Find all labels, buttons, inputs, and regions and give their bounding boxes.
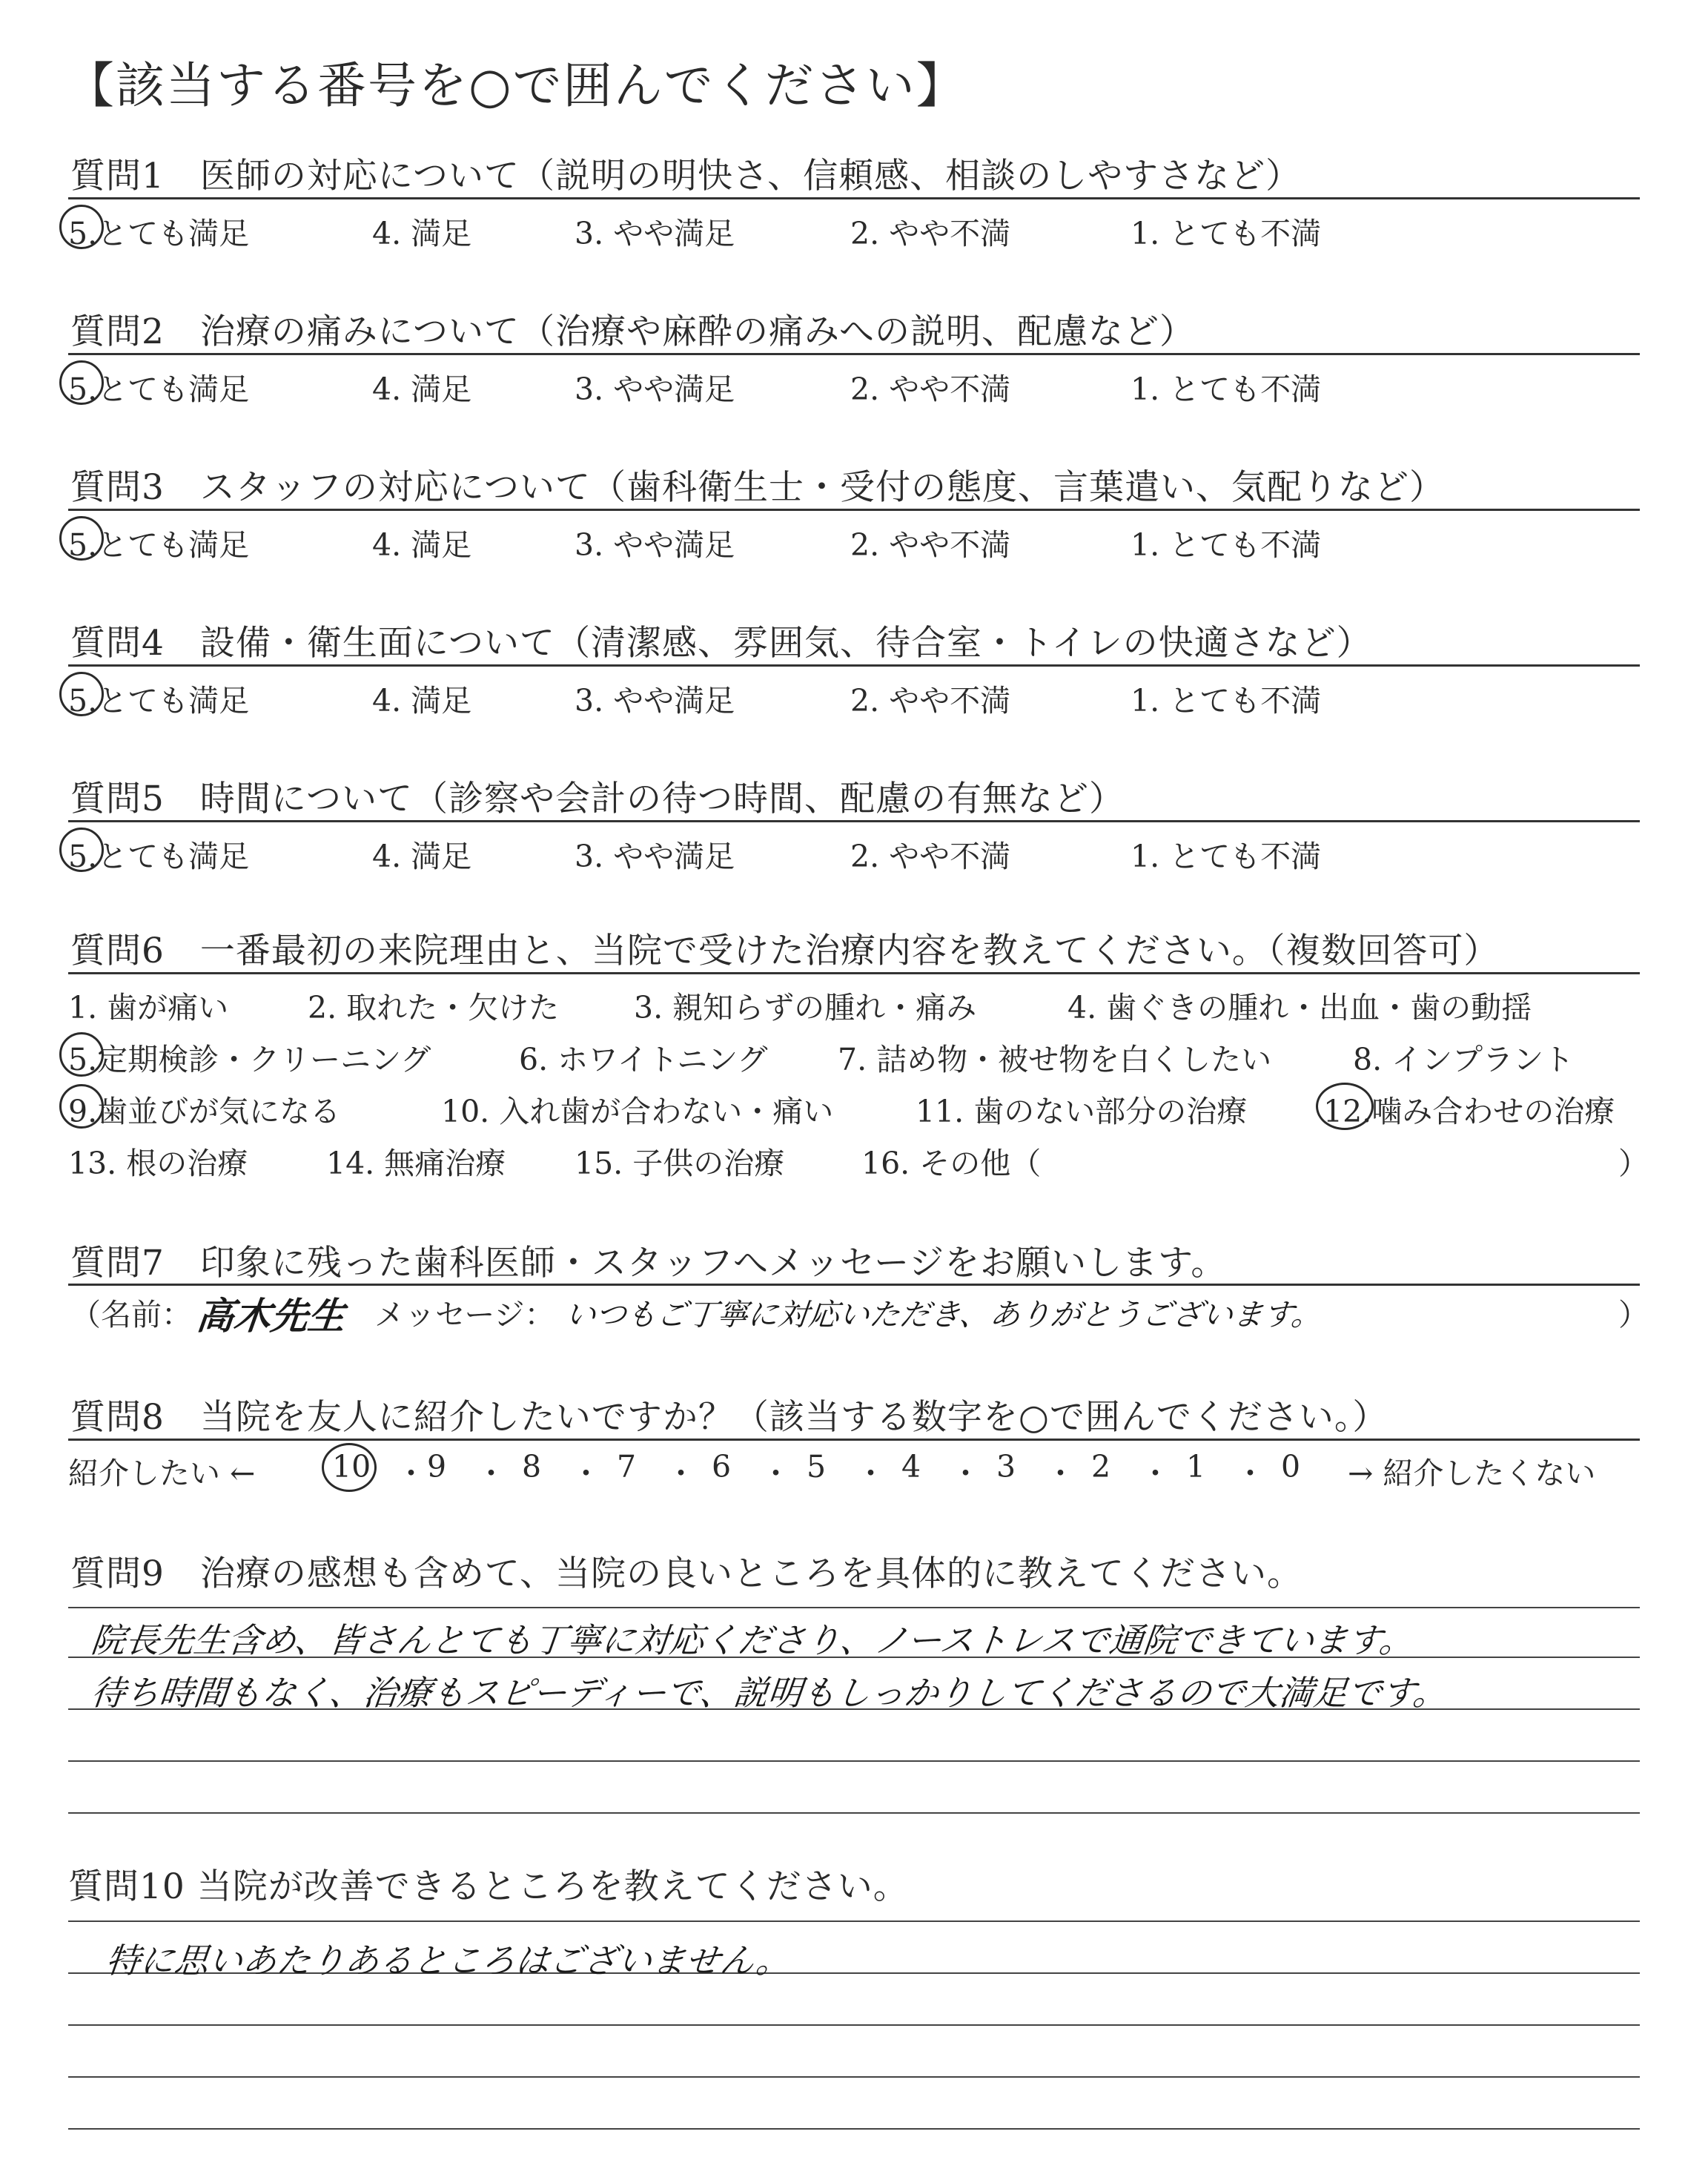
q6-option-4[interactable]: 4. 歯ぐきの腫れ・出血・歯の動揺 xyxy=(1068,990,1532,1025)
q4-option-2[interactable]: 2. やや不満 xyxy=(850,683,1011,719)
q6-close-paren: ） xyxy=(1618,1146,1649,1181)
q9-line-5 xyxy=(68,1812,1640,1814)
q8-title: 質問8 当院を友人に紹介したいですか？（該当する数字を○で囲んでください。） xyxy=(70,1397,1388,1438)
q5-option-5[interactable]: 5.とても満足 xyxy=(68,839,250,874)
q6-option-5[interactable]: 5.定期検診・クリーニング xyxy=(68,1042,431,1077)
q3-option-2[interactable]: 2. やや不満 xyxy=(850,527,1011,563)
q6-option-11[interactable]: 11. 歯のない部分の治療 xyxy=(916,1094,1248,1129)
q6-selection-circle-5 xyxy=(59,1032,104,1077)
q1-option-5[interactable]: 5.とても満足 xyxy=(68,216,250,251)
q8-scale-separator: ・ xyxy=(761,1456,791,1491)
q4-option-1[interactable]: 1. とても不満 xyxy=(1131,683,1322,719)
q6-option-6[interactable]: 6. ホワイトニング xyxy=(519,1042,768,1077)
q6-title: 質問6 一番最初の来院理由と、当院で受けた治療内容を教えてください。（複数回答可） xyxy=(70,931,1500,971)
q8-scale-separator: ・ xyxy=(1045,1456,1076,1491)
q8-scale-separator: ・ xyxy=(476,1456,506,1491)
q8-scale-4[interactable]: 4 xyxy=(901,1449,921,1484)
q10-title: 質問10 当院が改善できるところを教えてください。 xyxy=(68,1866,909,1907)
page-header: 【該当する番号を○で囲んでください】 xyxy=(65,57,967,114)
q6-option-1[interactable]: 1. 歯が痛い xyxy=(68,990,229,1025)
q6-option-8[interactable]: 8. インプラント xyxy=(1353,1042,1575,1077)
q8-scale-separator: ・ xyxy=(1235,1456,1265,1491)
q6-option-14[interactable]: 14. 無痛治療 xyxy=(326,1146,506,1181)
q8-scale-separator: ・ xyxy=(396,1456,426,1491)
q8-scale-7[interactable]: 7 xyxy=(617,1449,637,1484)
q8-scale-10[interactable]: 10 xyxy=(332,1449,371,1484)
q4-rule xyxy=(68,664,1640,667)
q7-rule xyxy=(68,1284,1640,1286)
q2-option-1[interactable]: 1. とても不満 xyxy=(1131,371,1322,407)
q8-scale-3[interactable]: 3 xyxy=(996,1449,1016,1484)
q9-title: 質問9 治療の感想も含めて、当院の良いところを具体的に教えてください。 xyxy=(70,1553,1302,1594)
q6-option-3[interactable]: 3. 親知らずの腫れ・痛み xyxy=(634,990,977,1025)
q4-title: 質問4 設備・衛生面について（清潔感、雰囲気、待合室・トイレの快適さなど） xyxy=(70,623,1372,664)
q4-option-5[interactable]: 5.とても満足 xyxy=(68,683,250,719)
q6-option-7[interactable]: 7. 詰め物・被せ物を白くしたい xyxy=(838,1042,1272,1077)
q3-option-4[interactable]: 4. 満足 xyxy=(372,527,472,563)
q2-title: 質問2 治療の痛みについて（治療や麻酔の痛みへの説明、配慮など） xyxy=(70,311,1196,352)
q3-title: 質問3 スタッフの対応について（歯科衛生士・受付の態度、言葉遣い、気配りなど） xyxy=(70,467,1445,508)
q10-answer-line-1[interactable]: 特に思いあたりあるところはございません。 xyxy=(104,1941,792,1981)
q1-option-3[interactable]: 3. やや満足 xyxy=(575,216,735,251)
q3-option-3[interactable]: 3. やや満足 xyxy=(575,527,735,563)
q10-line-5 xyxy=(68,2128,1640,2130)
q5-rule xyxy=(68,820,1640,822)
q2-option-3[interactable]: 3. やや満足 xyxy=(575,371,735,407)
q4-option-4[interactable]: 4. 満足 xyxy=(372,683,472,719)
q7-close-paren: ） xyxy=(1618,1297,1649,1332)
q6-option-2[interactable]: 2. 取れた・欠けた xyxy=(308,990,560,1025)
q8-selection-circle xyxy=(322,1443,377,1492)
q5-option-2[interactable]: 2. やや不満 xyxy=(850,839,1011,874)
q9-answer-line-1[interactable]: 院長先生含め、皆さんとても丁寧に対応くださり、ノーストレスで通院できています。 xyxy=(89,1620,1416,1660)
q6-option-12[interactable]: 12.噛み合わせの治療 xyxy=(1323,1094,1615,1129)
q2-selection-circle xyxy=(59,360,104,405)
q8-scale-separator: ・ xyxy=(855,1456,886,1491)
q6-rule xyxy=(68,972,1640,974)
q3-rule xyxy=(68,509,1640,511)
q6-option-10[interactable]: 10. 入れ歯が合わない・痛い xyxy=(441,1094,834,1129)
q5-option-4[interactable]: 4. 満足 xyxy=(372,839,472,874)
q3-selection-circle xyxy=(59,516,104,561)
q5-title: 質問5 時間について（診察や会計の待つ時間、配慮の有無など） xyxy=(70,779,1125,819)
q9-answer-line-2[interactable]: 待ち時間もなく、治療もスピーディーで、説明もしっかりしてくださるので大満足です。 xyxy=(89,1673,1449,1713)
q7-name-label: （名前： xyxy=(70,1297,192,1332)
q6-option-9[interactable]: 9.歯並びが気になる xyxy=(68,1094,341,1129)
q6-selection-circle-9 xyxy=(59,1084,104,1129)
q7-message-label: メッセージ： xyxy=(374,1297,555,1332)
q1-title: 質問1 医師の対応について（説明の明快さ、信頼感、相談のしやすさなど） xyxy=(70,156,1302,196)
q8-scale-0[interactable]: 0 xyxy=(1281,1449,1301,1484)
q10-line-4 xyxy=(68,2076,1640,2078)
q7-message-value[interactable]: いつもご丁寧に対応いただき、ありがとうございます。 xyxy=(563,1297,1324,1332)
q2-option-4[interactable]: 4. 満足 xyxy=(372,371,472,407)
q8-scale-separator: ・ xyxy=(666,1456,696,1491)
q6-option-13[interactable]: 13. 根の治療 xyxy=(68,1146,248,1181)
q1-rule xyxy=(68,197,1640,199)
q6-selection-circle-12 xyxy=(1316,1083,1374,1130)
q2-option-5[interactable]: 5.とても満足 xyxy=(68,371,250,407)
q8-scale-9[interactable]: 9 xyxy=(427,1449,447,1484)
q2-rule xyxy=(68,353,1640,355)
q7-title: 質問7 印象に残った歯科医師・スタッフへメッセージをお願いします。 xyxy=(70,1243,1227,1284)
q8-scale-6[interactable]: 6 xyxy=(712,1449,732,1484)
q1-option-2[interactable]: 2. やや不満 xyxy=(850,216,1011,251)
q5-option-3[interactable]: 3. やや満足 xyxy=(575,839,735,874)
q9-line-1 xyxy=(68,1607,1640,1608)
q9-line-4 xyxy=(68,1760,1640,1762)
q8-scale-separator: ・ xyxy=(571,1456,601,1491)
q8-scale-2[interactable]: 2 xyxy=(1091,1449,1111,1484)
q8-scale-1[interactable]: 1 xyxy=(1186,1449,1206,1484)
q5-option-1[interactable]: 1. とても不満 xyxy=(1131,839,1322,874)
q10-line-1 xyxy=(68,1920,1640,1922)
q8-left-label: 紹介したい ← xyxy=(68,1456,256,1491)
q8-right-label: → 紹介したくない xyxy=(1348,1456,1596,1491)
q8-scale-5[interactable]: 5 xyxy=(807,1449,827,1484)
q6-option-15[interactable]: 15. 子供の治療 xyxy=(575,1146,785,1181)
q3-option-5[interactable]: 5.とても満足 xyxy=(68,527,250,563)
q10-line-3 xyxy=(68,2024,1640,2026)
q2-option-2[interactable]: 2. やや不満 xyxy=(850,371,1011,407)
q5-selection-circle xyxy=(59,828,104,872)
q6-option-16[interactable]: 16. その他（ xyxy=(861,1146,1042,1181)
q4-option-3[interactable]: 3. やや満足 xyxy=(575,683,735,719)
q7-name-value[interactable]: 高木先生 xyxy=(194,1295,348,1338)
q8-scale-separator: ・ xyxy=(1140,1456,1171,1491)
q8-scale-8[interactable]: 8 xyxy=(522,1449,542,1484)
q8-rule xyxy=(68,1439,1640,1441)
q1-selection-circle xyxy=(59,205,104,249)
q4-selection-circle xyxy=(59,672,104,716)
q8-scale-separator: ・ xyxy=(950,1456,981,1491)
q3-option-1[interactable]: 1. とても不満 xyxy=(1131,527,1322,563)
q1-option-4[interactable]: 4. 満足 xyxy=(372,216,472,251)
q1-option-1[interactable]: 1. とても不満 xyxy=(1131,216,1322,251)
